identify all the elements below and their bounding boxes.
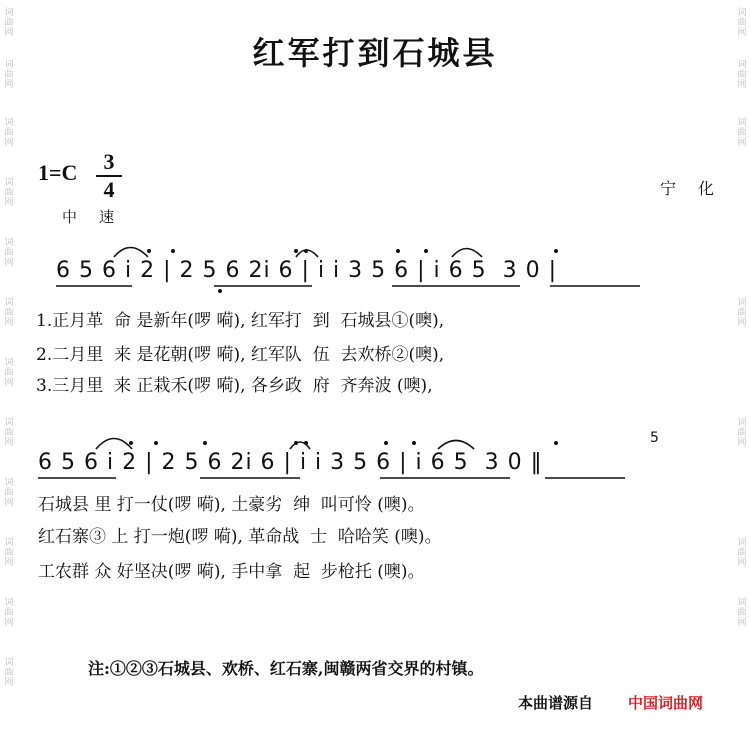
slur-mark bbox=[290, 442, 310, 449]
watermark-text: 词曲网 bbox=[737, 418, 747, 448]
lyric-line-2-3: 工农群 众 好坚决(啰 嗬), 手中拿 起 步枪托 (噢)。 bbox=[38, 562, 425, 582]
octave-dot bbox=[171, 249, 175, 253]
octave-dot bbox=[154, 441, 158, 445]
octave-dot bbox=[554, 441, 558, 445]
watermark-text: 词曲网 bbox=[4, 238, 14, 268]
watermark-text: 词曲网 bbox=[4, 538, 14, 568]
watermark-text: 词曲网 bbox=[737, 118, 747, 148]
source-label: 本曲谱源自 bbox=[518, 694, 594, 712]
octave-dot bbox=[424, 249, 428, 253]
octave-dot bbox=[203, 441, 207, 445]
octave-dot bbox=[554, 249, 558, 253]
composer-origin: 宁化 bbox=[660, 179, 737, 198]
octave-dot bbox=[147, 249, 151, 253]
lyric-line-1-3: 3.三月里 来 正栽禾(啰 嗬), 各乡政 府 齐奔波 (噢), bbox=[36, 376, 433, 396]
slur-mark bbox=[438, 441, 474, 450]
watermark-text: 词曲网 bbox=[4, 8, 14, 38]
slur-mark bbox=[96, 439, 132, 450]
watermark-text: 词曲网 bbox=[4, 358, 14, 388]
watermark-text: 词曲网 bbox=[4, 478, 14, 508]
lyric-line-2-1: 石城县 里 打一仗(啰 嗬), 土豪劣 绅 叫可怜 (噢)。 bbox=[38, 495, 425, 515]
watermark-text: 词曲网 bbox=[4, 658, 14, 688]
meter-top: 3 bbox=[103, 149, 115, 174]
octave-dot bbox=[294, 249, 298, 253]
watermark-text: 词曲网 bbox=[4, 298, 14, 328]
lyric-line-1-2: 2.二月里 来 是花朝(啰 嗬), 红军队 伍 去欢桥②(噢), bbox=[36, 345, 445, 365]
key-signature: 1=C bbox=[38, 160, 78, 185]
notation-line-1: 6 5 6 i 2 | 2 5 6 2i 6 | i i 3 5 6 | i 6 5 3 0 | bbox=[56, 258, 557, 283]
watermark-text: 词曲网 bbox=[737, 298, 747, 328]
watermark-text: 词曲网 bbox=[737, 538, 747, 568]
meter-bottom: 4 bbox=[103, 177, 115, 202]
lyric-line-1-1: 1.正月革 命 是新年(啰 嗬), 红军打 到 石城县①(噢), bbox=[36, 311, 445, 331]
watermark-text: 词曲网 bbox=[737, 60, 747, 90]
octave-dot bbox=[304, 249, 308, 253]
watermark-text: 词曲网 bbox=[4, 60, 14, 90]
octave-dot bbox=[294, 441, 298, 445]
octave-dot bbox=[304, 441, 308, 445]
time-signature bbox=[96, 150, 122, 202]
octave-dot bbox=[218, 289, 222, 293]
watermark-text: 词曲网 bbox=[4, 598, 14, 628]
watermark-text: 词曲网 bbox=[4, 178, 14, 208]
tempo-marking: 中速 bbox=[62, 208, 137, 226]
watermark-right bbox=[732, 0, 750, 740]
watermark-text: 词曲网 bbox=[737, 598, 747, 628]
watermark-text: 词曲网 bbox=[4, 418, 14, 448]
slur-mark bbox=[114, 248, 148, 258]
grace-note: 5 bbox=[650, 430, 660, 446]
song-title: 红军打到石城县 bbox=[252, 34, 498, 72]
octave-dot bbox=[384, 441, 388, 445]
watermark-text: 词曲网 bbox=[4, 118, 14, 148]
octave-dot bbox=[396, 249, 400, 253]
slur-mark bbox=[296, 250, 318, 257]
slur-mark bbox=[452, 249, 482, 258]
lyric-line-2-2: 红石寨③ 上 打一炮(啰 嗬), 革命战 士 哈哈笑 (噢)。 bbox=[38, 527, 442, 547]
site-name-link[interactable]: 中国词曲网 bbox=[628, 694, 704, 712]
footnote: 注:①②③石城县、欢桥、红石寨,闽赣两省交界的村镇。 bbox=[88, 659, 484, 678]
watermark-left bbox=[0, 0, 18, 740]
octave-dot bbox=[412, 441, 416, 445]
watermark-text: 词曲网 bbox=[737, 8, 747, 38]
octave-dot bbox=[129, 441, 133, 445]
notation-line-2: 6 5 6 i 2 | 2 5 6 2i 6 | i i 3 5 6 | i 6 5 3 0 ‖ bbox=[38, 450, 543, 475]
